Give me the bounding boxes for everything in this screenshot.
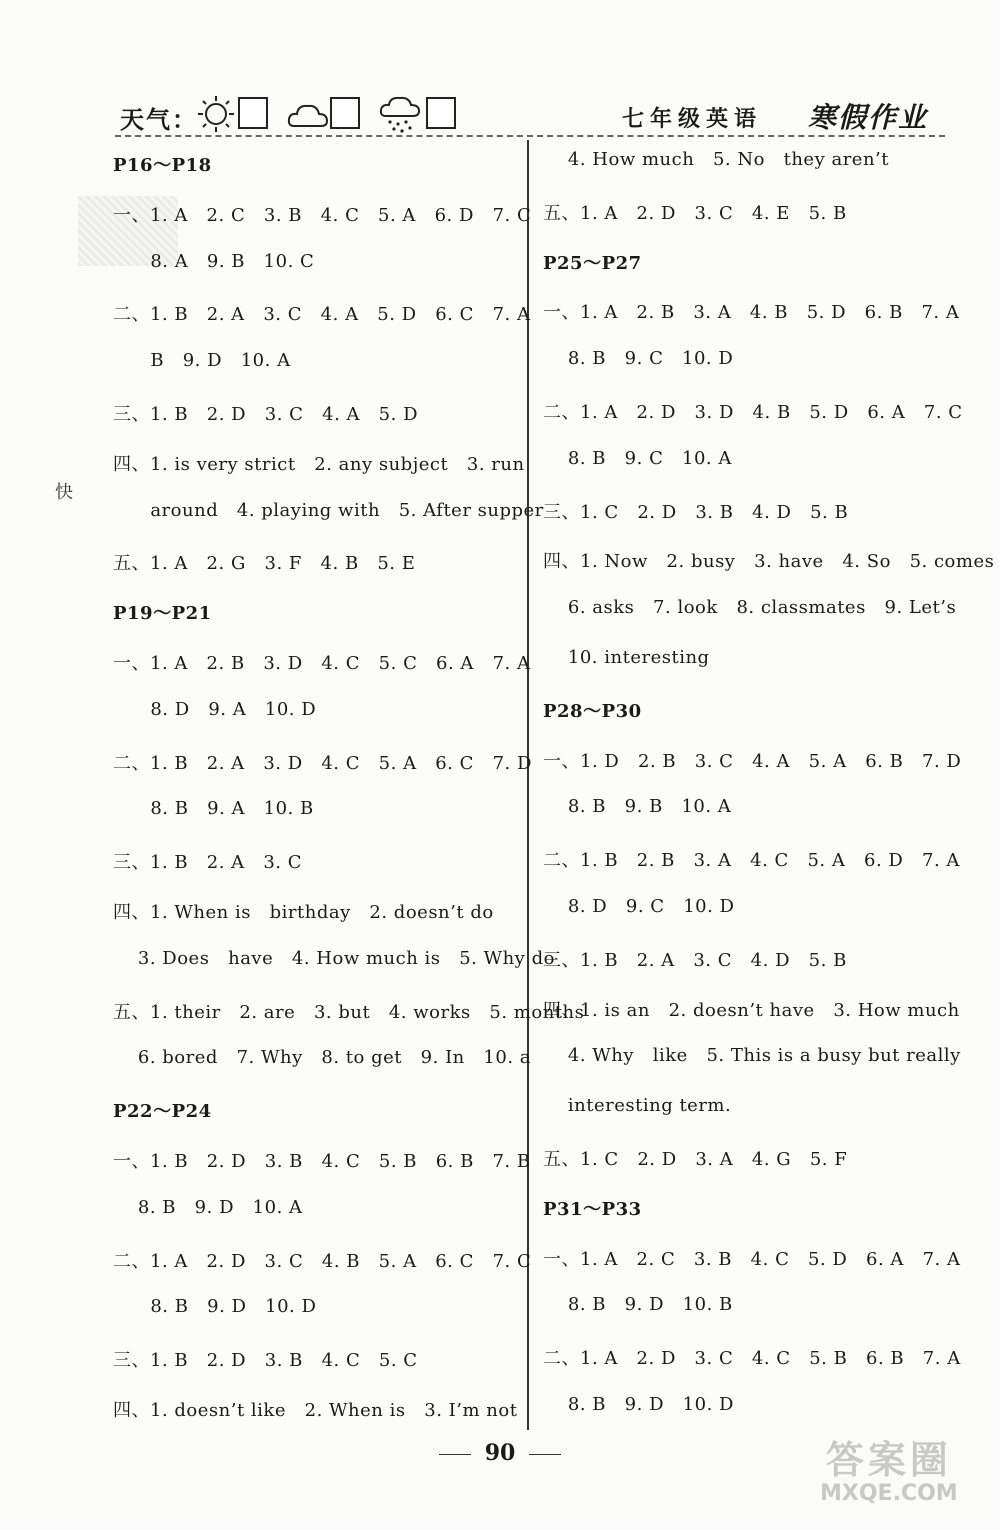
watermark	[820, 1440, 958, 1506]
answer-line: 四、1. Now 2. busy 3. have 4. So 5. comes	[543, 551, 995, 573]
subject-title: 七年级英语	[622, 106, 763, 132]
answer-line: around 4. playing with 5. After supper	[113, 499, 544, 521]
weather-checkbox-sunny[interactable]	[238, 97, 268, 129]
answer-line: 8. B 9. A 10. B	[113, 798, 314, 820]
answer-line: 8. D 9. C 10. D	[543, 896, 735, 917]
answer-line: 8. B 9. D 10. D	[543, 1394, 734, 1415]
answer-line: 五、1. C 2. D 3. A 4. G 5. F	[543, 1149, 848, 1170]
answer-line: B 9. D 10. A	[113, 350, 291, 372]
weather-checkbox-cloudy[interactable]	[330, 97, 360, 129]
answer-line: 五、1. A 2. G 3. F 4. B 5. E	[113, 553, 416, 575]
answer-line: 8. B 9. B 10. A	[543, 796, 732, 818]
section-heading: P22～P24	[113, 1101, 212, 1123]
section-heading: P31～P33	[543, 1198, 642, 1220]
section-heading: P19～P21	[113, 603, 212, 625]
answer-line: 8. B 9. D 10. B	[543, 1294, 733, 1316]
answer-line: interesting term.	[543, 1095, 732, 1117]
section-heading: P28～P30	[543, 700, 642, 722]
weather-checkbox-snowy[interactable]	[426, 97, 456, 129]
column-divider	[527, 140, 529, 1430]
answer-line: 一、1. A 2. B 3. D 4. C 5. C 6. A 7. A	[113, 653, 531, 674]
answer-line: 8. B 9. C 10. D	[543, 348, 734, 370]
answer-line: 三、1. B 2. A 3. C	[113, 852, 303, 874]
answer-line: 8. B 9. D 10. D	[113, 1296, 317, 1318]
answer-line: 四、1. doesn’t like 2. When is 3. I’m not	[113, 1400, 518, 1421]
snow-cloud-icon	[378, 94, 422, 138]
answer-line: 4. Why like 5. This is a busy but really	[543, 1045, 961, 1067]
answer-line: 三、1. B 2. A 3. C 4. D 5. B	[543, 949, 847, 971]
answer-line: 一、1. A 2. C 3. B 4. C 5. D 6. A 7. A	[543, 1248, 961, 1270]
section-heading: P25～P27	[543, 252, 642, 274]
page-header	[0, 0, 1000, 140]
margin-note: 快	[55, 482, 73, 503]
answer-line: 四、1. is an 2. doesn’t have 3. How much	[543, 999, 960, 1021]
answer-line: 6. bored 7. Why 8. to get 9. In 10. a	[113, 1047, 532, 1069]
answer-line: 一、1. A 2. C 3. B 4. C 5. A 6. D 7. C	[113, 204, 532, 226]
answer-line: 四、1. is very strict 2. any subject 3. run	[113, 453, 525, 475]
answer-line: 4. How much 5. No they aren’t	[543, 149, 889, 170]
answer-line: 一、1. A 2. B 3. A 4. B 5. D 6. B 7. A	[543, 302, 960, 324]
watermark-bottom: MXQE.COM	[820, 1480, 958, 1506]
answer-line: 8. A 9. B 10. C	[113, 250, 315, 272]
answer-line: 五、1. their 2. are 3. but 4. works 5. months	[113, 1001, 585, 1023]
answer-line: 一、1. D 2. B 3. C 4. A 5. A 6. B 7. D	[543, 750, 962, 772]
answer-line: 三、1. B 2. D 3. B 4. C 5. C	[113, 1350, 418, 1372]
answer-line: 10. interesting	[543, 647, 710, 668]
answer-line: 二、1. A 2. D 3. C 4. B 5. A 6. C 7. C	[113, 1250, 532, 1272]
sun-icon	[196, 94, 236, 134]
answer-line: 二、1. B 2. A 3. C 4. A 5. D 6. C 7. A	[113, 304, 531, 326]
answer-line: 二、1. A 2. D 3. D 4. B 5. D 6. A 7. C	[543, 402, 963, 423]
answer-line: 8. B 9. D 10. A	[113, 1196, 303, 1218]
section-heading: P16～P18	[113, 155, 212, 176]
answer-line: 二、1. B 2. A 3. D 4. C 5. A 6. C 7. D	[113, 752, 532, 774]
answer-line: 五、1. A 2. D 3. C 4. E 5. B	[543, 202, 847, 224]
answer-line: 3. Does have 4. How much is 5. Why do	[113, 947, 555, 969]
answer-line: 四、1. When is birthday 2. doesn’t do	[113, 902, 494, 923]
answer-line: 8. B 9. C 10. A	[543, 447, 732, 469]
header-divider	[115, 135, 945, 137]
brand-title: 寒假作业	[808, 101, 929, 134]
answer-line: 三、1. C 2. D 3. B 4. D 5. B	[543, 501, 849, 523]
answer-line: 一、1. B 2. D 3. B 4. C 5. B 6. B 7. B	[113, 1151, 531, 1172]
cloud-icon	[286, 94, 330, 134]
answer-line: 二、1. B 2. B 3. A 4. C 5. A 6. D 7. A	[543, 850, 960, 872]
page-number-text: 90	[484, 1440, 516, 1466]
answer-line: 8. D 9. A 10. D	[113, 698, 317, 720]
answer-line: 三、1. B 2. D 3. C 4. A 5. D	[113, 404, 418, 425]
watermark-top: 答案圈	[825, 1438, 952, 1482]
answer-line: 6. asks 7. look 8. classmates 9. Let’s	[543, 597, 957, 619]
answer-line: 二、1. A 2. D 3. C 4. C 5. B 6. B 7. A	[543, 1348, 961, 1370]
weather-label: 天气：	[120, 105, 198, 134]
